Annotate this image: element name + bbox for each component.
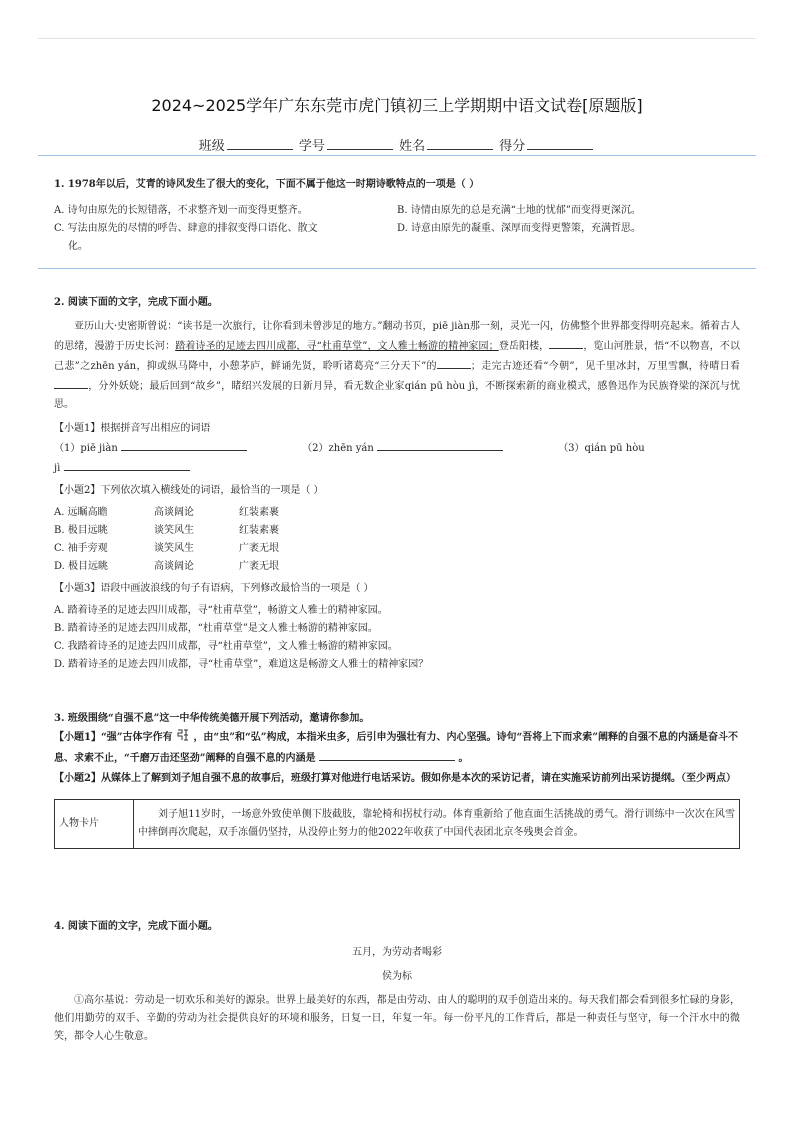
q2-sub2-option (54, 522, 740, 540)
score-label: 得分 (499, 139, 526, 154)
name-label: 姓名 (399, 139, 426, 154)
article-paragraph-1: ①高尔基说：劳动是一切欢乐和美好的源泉。世界上最美好的东西，都是由劳动、由人的聪明的双手创造出来的。每天我们都会看到很多忙碌的身影，他们用勤劳的双手、辛勤的劳动为社会提供良好的环境和服务，日复一日，年复一年。每一份平凡的工作背后，都是一种责任与坚守，每一个汗水中的微笑，都令人心生敬意。 (54, 995, 740, 1042)
section-divider (38, 268, 756, 269)
option-word: B. 极目远眺 (54, 525, 108, 536)
blank-3[interactable] (54, 376, 88, 389)
card-text: 刘子旭11岁时，一场意外致使单侧下肢截肢，靠轮椅和拐杖行动。体育重新给了他直面生活挑战的勇气。滑行训练中一次次在风雪中摔倒再次爬起，双手冻僵仍坚持，从没停止努力的他2022年收获了中国代表团北京冬残奥会首金。 (134, 800, 740, 849)
q1-option-a: A. 诗句由原先的长短错落，不求整齐划一而变得更整齐。 (54, 205, 308, 216)
id-label: 学号 (298, 139, 325, 154)
option-word: 谈笑风生 (154, 525, 194, 536)
class-label: 班级 (198, 139, 225, 154)
q2-sub3-option: A. 踏着诗圣的足迹去四川成都，寻“杜甫草堂”，畅游文人雅士的精神家园。 (54, 605, 388, 616)
option-word: 广袤无垠 (239, 543, 279, 554)
question-4-stem: 4. 阅读下面的文字，完成下面小题。 (54, 921, 218, 932)
blank-2[interactable] (437, 356, 471, 369)
option-word: C. 袖手旁观 (54, 543, 108, 554)
wavy-sentence: 踏着诗圣的足迹去四川成都，寻“杜甫草堂”，文人雅士畅游的精神家园； (175, 341, 499, 352)
pinyin-answer-3[interactable] (64, 458, 190, 471)
option-word: 广袤无垠 (239, 561, 279, 572)
blank-1[interactable] (549, 336, 583, 349)
option-word: 红装素裹 (239, 507, 279, 518)
option-word: D. 极目远眺 (54, 561, 109, 572)
question-3 (54, 710, 740, 849)
q1-option-d: D. 诗意由原先的凝重、深厚而变得更警策，充满哲思。 (397, 223, 642, 234)
q2-sub2-option (54, 540, 740, 558)
question-2 (54, 294, 740, 674)
q2-sub1: 【小题1】根据拼音写出相应的词语 (54, 423, 211, 434)
pinyin-answer-1[interactable] (121, 438, 247, 451)
class-field[interactable] (227, 137, 293, 150)
q2-sub3-option: D. 踏着诗圣的足迹去四川成都，寻“杜甫草堂”，难道这是畅游文人雅士的精神家园？ (54, 659, 429, 670)
q2-sub3: 【小题3】语段中画波浪线的句子有语病，下列修改最恰当的一项是（ ） (54, 583, 374, 594)
article-author: 侯为标 (382, 971, 412, 982)
id-field[interactable] (327, 137, 393, 150)
section-divider (38, 155, 756, 156)
q3-sub1: 【小题1】“强”古体字作有 ，由“虫”和“弘”构成，本指米虫多，后引申为强壮有力、内心坚强。诗句“吾将上下而求索”阐释的自强不息的内涵是奋斗不息、求索不止，“千磨万击还坚劲”阐释的自强不息的内涵是 。 (54, 728, 740, 769)
option-word: 高谈阔论 (154, 561, 194, 572)
option-word: 红装素裹 (239, 525, 279, 536)
q2-passage: 亚历山大·史密斯曾说：“读书是一次旅行，让你看到未曾涉足的地方。”翻动书页，piē jiàn那一刻，灵光一闪，仿佛整个世界都变得明亮起来。循着古人的思绪，漫游于历史长河：踏着诗圣的足迹去四川成都，寻“杜甫草堂”，文人雅士畅游的精神家园；登岳阳楼， ，览山河胜景，悟“不以物喜，不以己悲”之zhēn yán，抑或纵马降中，小憩茅庐，鲜诵先贤，聆听诸葛亮“三分天下”的 ；走完古迹还看“今朝”，见千里冰封，万里雪飘，待晴日看，分外妖娆；最后回到“故乡”，睹绍兴发展的日新月异，看无数企业家qián pū hòu jì，不断探索新的商业模式，感鲁迅作为民族脊梁的深沉与忧思。 (54, 321, 741, 410)
q3-sub2: 【小题2】从媒体上了解到刘子旭自强不息的故事后，班级打算对他进行电话采访。假如你是本次的采访记者，请在实施采访前列出采访提纲。（至少两点） (54, 773, 736, 784)
q2-sub3-option: C. 我踏着诗圣的足迹去四川成都，寻“杜甫草堂”，文人雅士畅游的精神家园。 (54, 641, 398, 652)
name-field[interactable] (427, 137, 493, 150)
option-word: A. 远瞩高瞻 (54, 507, 108, 518)
q2-sub2: 【小题2】下列依次填入横线处的词语，最恰当的一项是（ ） (54, 485, 324, 496)
ancient-character-icon (176, 728, 190, 742)
q1-option-c: C. 写法由原先的尽情的呼告、肆意的排叙变得口语化、散文 化。 (54, 223, 318, 252)
student-info-row (0, 135, 794, 154)
q3-answer-blank[interactable] (319, 748, 455, 761)
header-divider (38, 38, 756, 39)
q1-option-b: B. 诗情由原先的总是充满“土地的忧郁”而变得更深沉。 (397, 205, 641, 216)
question-1-stem: 1. 1978年以后，艾青的诗风发生了很大的变化，下面不属于他这一时期诗歌特点的一项是（ ） (54, 179, 480, 190)
q2-sub2-option (54, 558, 740, 576)
pinyin-row: （1）piē jiàn （2）zhēn yán （3）qián pū hòu (54, 438, 740, 458)
question-1 (54, 176, 740, 256)
question-4 (54, 918, 740, 1046)
option-word: 谈笑风生 (154, 543, 194, 554)
score-field[interactable] (527, 137, 593, 150)
q2-sub3-option: B. 踏着诗圣的足迹去四川成都，“杜甫草堂”是文人雅士畅游的精神家园。 (54, 623, 378, 634)
q2-sub2-options (54, 504, 740, 576)
pinyin-answer-2[interactable] (377, 438, 503, 451)
question-2-stem: 2. 阅读下面的文字，完成下面小题。 (54, 297, 218, 308)
option-word: 高谈阔论 (154, 507, 194, 518)
card-label: 人物卡片 (55, 800, 134, 849)
pinyin-row-2: jì (54, 458, 740, 478)
q2-sub3-options (54, 602, 740, 674)
question-3-stem: 3. 班级围绕“自强不息”这一中华传统美德开展下列活动，邀请你参加。 (54, 713, 370, 724)
q2-sub2-option (54, 504, 740, 522)
person-card (54, 799, 740, 849)
page-title: 2024~2025学年广东东莞市虎门镇初三上学期期中语文试卷[原题版] (151, 96, 643, 115)
article-title: 五月，为劳动者喝彩 (352, 947, 442, 958)
